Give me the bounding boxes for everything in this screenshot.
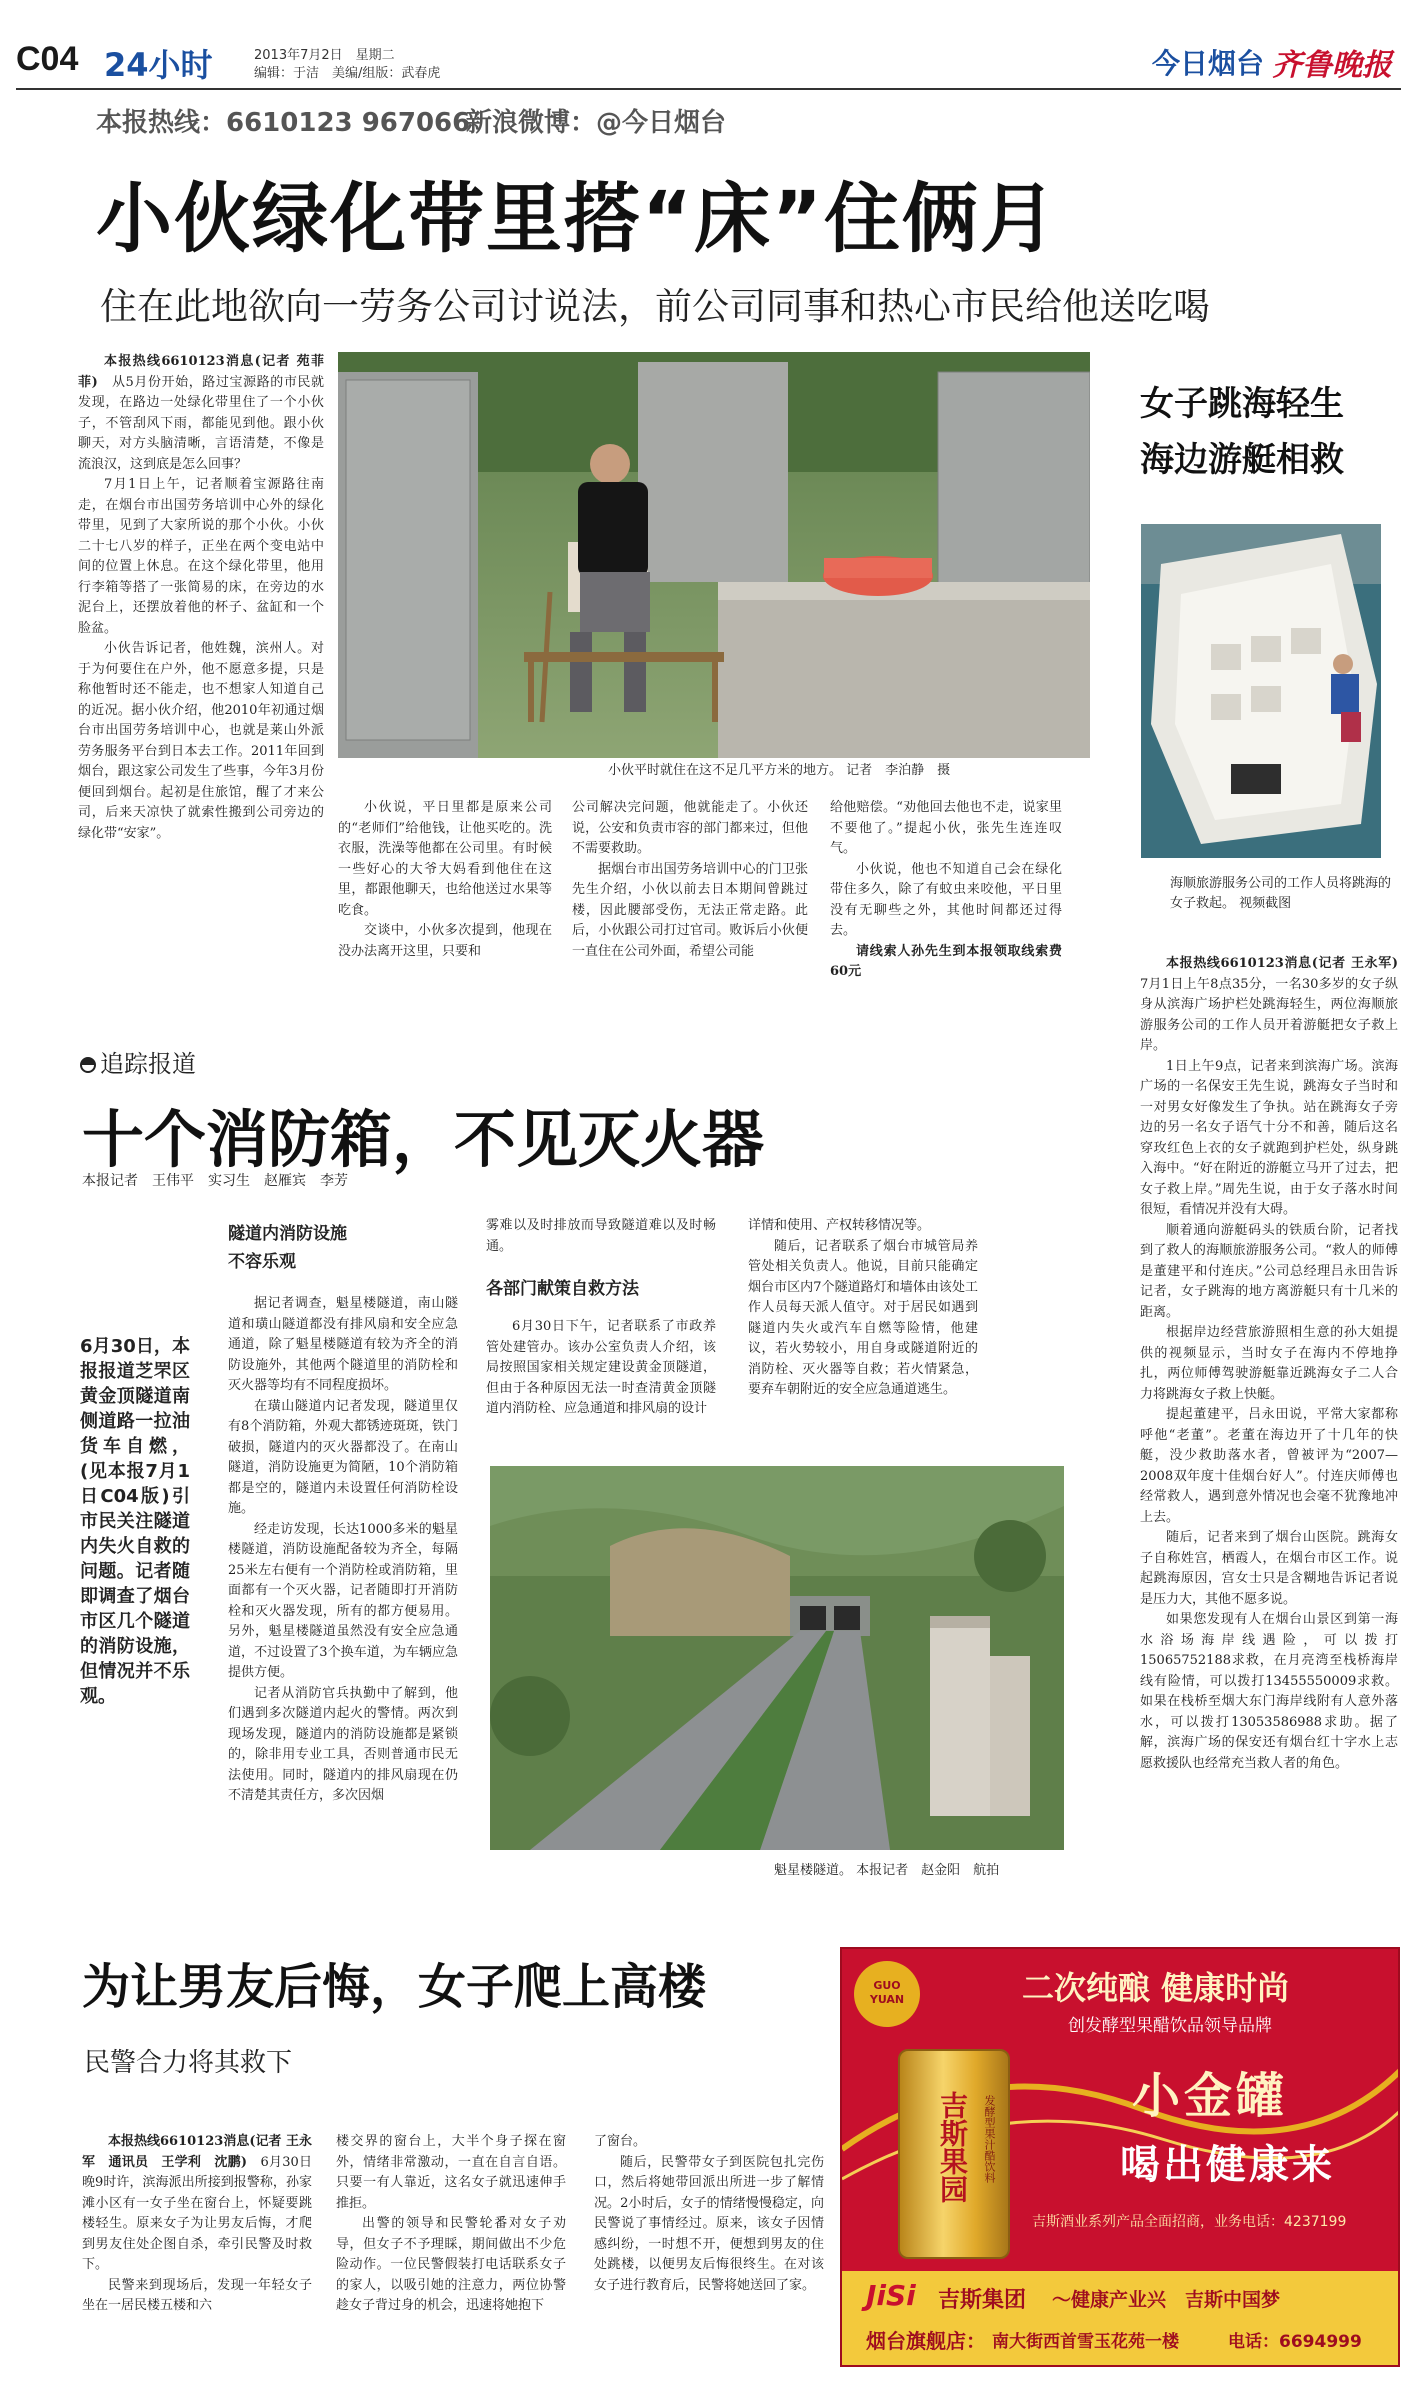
story3-lead-source: 本报热线6610123消息(记者 王永军) [1166, 956, 1398, 971]
story2-photo-caption: 魁星楼隧道。 本报记者 赵金阳 航拍 [774, 1863, 1000, 1878]
story3-paragraph: 如果您发现有人在烟台山景区到第一海水浴场海岸线遇险，可以拨打15065752188求救，在月亮湾至栈桥海岸线有险情，可以拨打13455550009求救。如果在栈桥至烟大东门海岸线附有人意外落水，可以拨打13053586988求助。据了解，滨海广场的保安还有烟台红十字水上志愿救援队也经常充当救人者的角色。 [1140, 1612, 1398, 1771]
hotline-bar [0, 96, 1417, 146]
advertisement [840, 1947, 1400, 2367]
story2-paragraph: 6月30日下午，记者联系了市政养管处建管办。该办公室负责人介绍，该局按照国家相关规定建设黄金顶隧道，但由于各种原因无法一时查清黄金顶隧道内消防栓、应急通道和排风扇的设计 [486, 1319, 716, 1416]
tunnel-aerial-photo [490, 1466, 1064, 1850]
ad-group-name: 吉斯集团 [938, 2288, 1027, 2313]
ad-bottom-band [842, 2271, 1400, 2367]
header-divider [16, 88, 1401, 90]
story4-column-1 [82, 2132, 312, 2317]
ad-slogan-1: 二次纯酿 健康时尚 [1022, 1969, 1290, 2007]
story4-lead-source: 本报热线6610123消息(记者 王永军 通讯员 王学利 沈鹏) [82, 2134, 312, 2170]
story4-paragraph: 民警来到现场后，发现一年轻女子坐在一居民楼五楼和六 [82, 2277, 312, 2313]
ad-can-brand: 吉斯果园 [936, 2091, 969, 2203]
brand-paper: 齐鲁晚报 [1272, 48, 1392, 83]
section-name: 24小时 [104, 46, 213, 84]
kicker-bullet-icon [80, 1057, 96, 1073]
ad-product-name: 小金罐 [1132, 2068, 1289, 2124]
story4-subhead: 民警合力将其救下 [84, 2048, 293, 2078]
story1-paragraph: 7月1日上午，记者顺着宝源路往南走，在烟台市出国劳务培训中心外的绿化带里，见到了大家所说的那个小伙。小伙二十七八岁的样子，正坐在两个变电站中间的位置上休息。在这个绿化带里，他用行李箱等搭了一张简易的床，在旁边的水泥台上，还摆放着他的杯子、盆缸和一个脸盆。 [78, 477, 324, 636]
story1-column-1 [78, 352, 324, 844]
story1-paragraph: 小伙告诉记者，他姓魏，滨州人。对于为何要住在户外，他不愿意多提，只是称他暂时还不能走，也不想家人知道自己的近况。据小伙介绍，他2010年初通过烟台市出国劳务培训中心，也就是莱山外派劳务服务平台到日本去工作。2011年回到烟台，跟这家公司发生了些事，今年3月份便回到烟台。起初是住旅馆，醒了才来公司，后来天凉快了就索性搬到公司旁边的绿化带“安家”。 [78, 641, 324, 841]
story1-tip-reward: 请线索人孙先生到本报领取线索费60元 [830, 943, 1062, 979]
hotline: 本报热线：6610123 967066 [96, 108, 471, 138]
story4-headline: 为让男友后悔，女子爬上高楼 [82, 1959, 707, 2015]
story2-subhead-3: 各部门献策自救方法 [486, 1279, 639, 1299]
story2-paragraph: 据记者调查，魁星楼隧道，南山隧道和璜山隧道都没有排风扇和安全应急通道，除了魁星楼隧道有较为齐全的消防设施外，其他两个隧道里的消防栓和灭火器等均有不同程度损坏。 [228, 1296, 458, 1393]
ad-recruit-text: 吉斯酒业系列产品全面招商，业务电话：4237199 [1032, 2214, 1347, 2230]
story4-column-2 [336, 2132, 566, 2317]
ad-logo-top: GUO [873, 1979, 901, 1992]
story2-headline: 十个消防箱，不见灭火器 [82, 1103, 765, 1176]
story3-paragraph: 根据岸边经营旅游照相生意的孙大姐提供的视频显示，当时女子在海内不停地挣扎，两位师傅驾驶游艇靠近跳海女子二人合力将跳海女子救上快艇。 [1140, 1325, 1398, 1402]
story1-photo-caption: 小伙平时就住在这不足几平方米的地方。 记者 李泊静 摄 [608, 763, 951, 778]
story3-paragraph: 7月1日上午8点35分，一名30多岁的女子纵身从滨海广场护栏处跳海轻生，两位海顺旅游服务公司的工作人员开着游艇把女子救上岸。 [1140, 976, 1398, 1053]
story1-paragraph: 交谈中，小伙多次提到，他现在没办法离开这里，只要和 [338, 923, 552, 959]
story1-paragraph: 公司解决完问题，他就能走了。小伙还说，公安和负责市容的部门都来过，但他不需要救助。 [572, 800, 808, 856]
ad-logo-bottom: YUAN [869, 1993, 905, 2006]
story2-kicker [80, 1044, 196, 1079]
story1-paragraph: 从5月份开始，路过宝源路的市民就发现，在路边一处绿化带里住了一个小伙子，不管刮风下雨，都能见到他。跟小伙聊天，对方头脑清晰，言语清楚，不像是流浪汉，这到底是怎么回事？ [78, 374, 324, 472]
story2-paragraph: 在璜山隧道内记者发现，隧道里仅有8个消防箱，外观大都锈迹斑斑，铁门破损，隧道内的灭火器都没了。在南山隧道，消防设施更为简陋，10个消防箱都是空的，隧道内未设置任何消防栓设施。 [228, 1398, 458, 1516]
story4-column-3 [594, 2132, 824, 2296]
story2-kicker-text: 追踪报道 [100, 1050, 196, 1078]
story4-paragraph: 6月30日晚9时许，滨海派出所接到报警称，孙家滩小区有一女子坐在窗台上，怀疑要跳楼轻生。原来女子为让男友后悔，才爬到男友住处企图自杀，牵引民警及时救下。 [82, 2154, 312, 2272]
ad-can-sub: 发酵型果汁酷饮料 [983, 2095, 996, 2183]
story3-photo [1141, 524, 1381, 858]
story2-column-3 [748, 1216, 978, 1401]
story3-paragraph: 1日上午9点，记者来到滨海广场。滨海广场的一名保安王先生说，跳海女子当时和一对男女好像发生了争执。站在跳海女子旁边的另一名女子语气十分不和善，随后这名穿玫红色上衣的女子就跑到护栏处，纵身跳入海中。“好在附近的游艇立马开了过去，把女子救上岸。”周先生说，由于女子落水时间很短，看情况并没有大碍。 [1140, 1058, 1398, 1217]
weibo: 新浪微博：@今日烟台 [466, 108, 727, 138]
story3-headline-line-1: 女子跳海轻生 [1140, 384, 1344, 424]
story4-paragraph: 出警的领导和民警轮番对女子劝导，但女子不予理睬，期间做出不少危险动作。一位民警假装打电话联系女子的家人，以吸引她的注意力，两位协警趁女子背过身的机会，迅速将她抱下 [336, 2216, 566, 2313]
editors: 编辑：于洁 美编/组版：武春虎 [254, 66, 441, 81]
ad-product-can [898, 2049, 1010, 2259]
ad-tagline: 喝出健康来 [1120, 2142, 1335, 2188]
story3-headline-line-2: 海边游艇相救 [1140, 440, 1344, 480]
story3-paragraph: 提起董建平，吕永田说，平常大家都称呼他“老董”。老董在海边开了十几年的快艇，没少救助落水者，曾被评为“2007—2008双年度十佳烟台好人”。付连庆师傅也经常救人，遇到意外情况也会毫不犹豫地冲上去。 [1140, 1407, 1398, 1525]
story2-column-1 [228, 1220, 458, 1807]
story3-paragraph: 顺着通向游艇码头的铁质台阶，记者找到了救人的海顺旅游服务公司。“救人的师傅是董建平和付连庆。”公司总经理吕永田告诉记者，女子跳海的地方离游艇只有十几米的距离。 [1140, 1222, 1398, 1320]
story1-headline: 小伙绿化带里搭“床”住俩月 [96, 174, 1058, 263]
ad-store-label: 烟台旗舰店： [866, 2329, 986, 2353]
story2-paragraph: 详情和使用、产权转移情况等。 [748, 1218, 931, 1233]
story2-paragraph: 经走访发现，长达1000多米的魁星楼隧道，消防设施配备较为齐全，每隔25米左右便有一个消防栓或消防箱，里面都有一个灭火器，记者随即打开消防栓和灭火器发现，所有的都方便易用。另外，魁星楼隧道虽然没有安全应急通道，不过设置了3个换车道，为车辆应急提供方便。 [228, 1521, 458, 1680]
story3-paragraph: 随后，记者来到了烟台山医院。跳海女子自称姓宫，栖霞人，在烟台市区工作。说起跳海原因，宫女士只是含糊地告诉记者说是压力大，其他不愿多说。 [1140, 1530, 1398, 1607]
ad-store-address: 南大街西首雪玉花苑一楼 [992, 2332, 1179, 2352]
story4-paragraph: 楼交界的窗台上，大半个身子探在窗外，情绪非常激动，一直在自言自语。只要一有人靠近，这名女子就迅速伸手推拒。 [336, 2134, 566, 2211]
story2-subhead-2: 不容乐观 [228, 1252, 296, 1272]
ad-slogan-2: 创发酵型果醋饮品领导品牌 [1068, 2016, 1272, 2036]
ad-group-slogan: ～健康产业兴 吉斯中国梦 [1052, 2289, 1281, 2311]
story3-body [1140, 954, 1398, 1774]
story1-photo [338, 352, 1090, 758]
man-in-greenbelt-photo [338, 352, 1090, 758]
story4-paragraph: 随后，民警带女子到医院包扎完伤口，然后将她带回派出所进一步了解情况。2小时后，女子的情绪慢慢稳定，向民警说了事情经过。原来，该女子因情感纠纷，一时想不开，便想到男友的住处跳楼，以便男友后悔很终生。在对该女子进行教育后，民警将她送回了家。 [594, 2154, 824, 2293]
story1-paragraph: 小伙说，他也不知道自己会在绿化带住多久，除了有蚊虫来咬他，平日里没有无聊些之外，其他时间都还过得去。 [830, 861, 1062, 938]
story1-column-4 [830, 798, 1062, 983]
page-number: C04 [16, 40, 79, 78]
story1-paragraph: 小伙说，平日里都是原来公司的“老师们”给他钱，让他买吃的。洗衣服，洗澡等他都在公司里。有时候一些好心的大爷大妈看到他住在这里，都跟他聊天，也给他送过水果等吃食。 [338, 800, 552, 918]
story1-subhead: 住在此地欲向一劳务公司讨说法，前公司同事和热心市民给他送吃喝 [100, 285, 1210, 328]
story2-column-2 [486, 1216, 716, 1420]
story3-headline [1140, 376, 1400, 488]
story4-paragraph: 了窗台。 [594, 2134, 647, 2149]
story1-paragraph: 给他赔偿。“劝他回去他也不走，说家里不要他了。”提起小伙，张先生连连叹气。 [830, 800, 1062, 856]
story2-paragraph: 记者从消防官兵执勤中了解到，他们遇到多次隧道内起火的警情。两次到现场发现，隧道内的消防设施都是紧锁的，除非用专业工具，否则普通市民无法使用。同时，隧道内的排风扇现在仍不清楚其责任方，多次因烟 [228, 1685, 458, 1803]
issue-date: 2013年7月2日 星期二 [254, 48, 395, 63]
story2-subhead-1: 隧道内消防设施 [228, 1224, 347, 1244]
boat-rescue-photo [1141, 524, 1381, 858]
story2-photo [490, 1466, 1064, 1850]
ad-group-logo: JiSi [866, 2279, 916, 2312]
story1-column-3 [572, 798, 808, 962]
story1-lead-source: 本报热线6610123消息(记者 苑菲菲) [78, 354, 324, 390]
story2-paragraph: 雾难以及时排放而导致隧道难以及时畅通。 [486, 1218, 716, 1254]
ad-logo [854, 1961, 920, 2027]
ad-store-phone: 电话：6694999 [1228, 2332, 1362, 2352]
story3-photo-caption: 海顺旅游服务公司的工作人员将跳海的女子救起。 视频截图 [1170, 876, 1392, 911]
story1-paragraph: 据烟台市出国劳务培训中心的门卫张先生介绍，小伙以前去日本期间曾跳过楼，因此腰部受伤，无法正常走路。此后，小伙跟公司打过官司。败诉后小伙便一直住在公司外面，希望公司能 [572, 861, 808, 959]
brand-name: 今日烟台 [1152, 47, 1265, 80]
story2-paragraph: 随后，记者联系了烟台市城管局养管处相关负责人。他说，目前只能确定烟台市区内7个隧道路灯和墙体由该处工作人员每天派人值守。对于居民如遇到隧道内失火或汽车自燃等险情，他建议，若火势较小，用自身或隧道附近的消防栓、灭火器等自救；若火情紧急，要弃车朝附近的安全应急通道逃生。 [748, 1238, 978, 1397]
story2-byline: 本报记者 王伟平 实习生 赵雁宾 李芳 [82, 1173, 348, 1189]
page-header [0, 0, 1417, 90]
story2-side-lead: 6月30日，本报报道芝罘区黄金顶隧道南侧道路一拉油货车自燃，(见本报7月1日C04版)引市民关注隧道内失火自救的问题。记者随即调查了烟台市区几个隧道的消防设施，但情况并不乐观。 [80, 1336, 190, 1707]
story1-column-2 [338, 798, 552, 962]
